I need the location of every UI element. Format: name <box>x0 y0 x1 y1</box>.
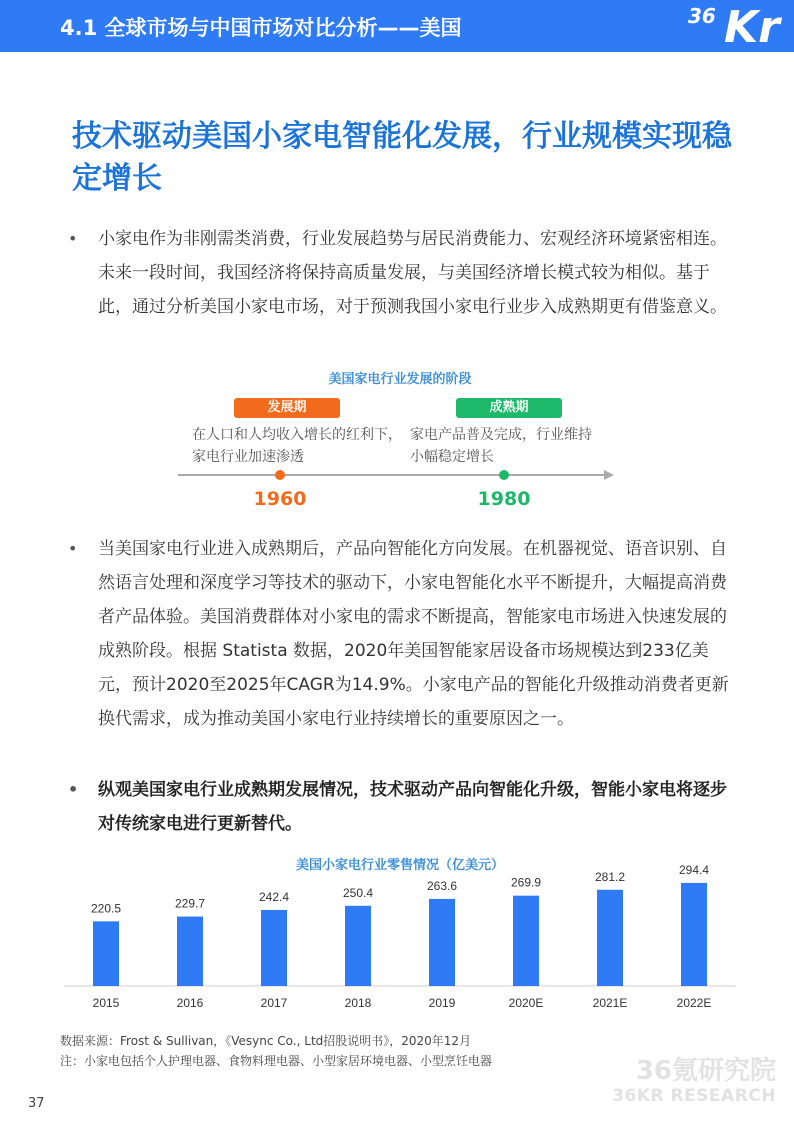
value-label-2018: 250.4 <box>342 885 374 900</box>
stage-marker-growth <box>275 470 285 480</box>
value-label-2020E: 269.9 <box>510 875 542 890</box>
value-label-2016: 229.7 <box>174 896 206 911</box>
arrow-right-icon <box>604 470 614 480</box>
tick-label-2019: 2019 <box>428 996 456 1010</box>
bar-2019 <box>429 899 455 986</box>
bar-2020E <box>513 896 539 986</box>
watermark-cn: 36氪研究院 <box>635 1056 776 1086</box>
bar-2021E <box>597 890 623 986</box>
bullet-dot: • <box>68 539 78 558</box>
source-line: 数据来源：Frost & Sullivan，《Vesync Co., Ltd招股说明书》，2020年12月 <box>60 1034 472 1048</box>
stage-year-growth: 1960 <box>253 488 307 510</box>
page-number: 37 <box>28 1096 45 1111</box>
page-header <box>0 0 794 52</box>
paragraph-3 <box>68 773 738 841</box>
retail-bar-chart <box>60 850 740 1020</box>
stage-label-mature: 成熟期 <box>456 398 562 418</box>
stage-desc-growth: 在人口和人均收入增长的红利下，家电行业加速渗透 <box>192 427 402 465</box>
bullet-dot: • <box>68 229 78 248</box>
value-label-2022E: 294.4 <box>678 862 710 877</box>
watermark <box>612 1056 776 1106</box>
section-title: 4.1 全球市场与中国市场对比分析——美国 <box>60 16 462 40</box>
tick-label-2015: 2015 <box>92 996 120 1010</box>
bar-2016 <box>177 917 203 986</box>
stage-year-mature: 1980 <box>477 488 531 510</box>
stage-marker-mature <box>499 470 509 480</box>
value-label-2015: 220.5 <box>90 901 122 916</box>
tick-label-2017: 2017 <box>260 996 288 1010</box>
value-label-2021E: 281.2 <box>594 869 626 884</box>
bar-2017 <box>261 910 287 986</box>
tick-label-2018: 2018 <box>344 996 372 1010</box>
value-label-2017: 242.4 <box>258 889 290 904</box>
36kr-logo <box>684 0 794 52</box>
paragraph-1 <box>68 222 738 324</box>
tick-label-2016: 2016 <box>176 996 204 1010</box>
paragraph-2 <box>68 532 738 736</box>
bar-2022E <box>681 883 707 986</box>
paragraph-text: 纵观美国家电行业成熟期发展情况，技术驱动产品向智能化升级，智能小家电将逐步对传统家电进行更新替代。 <box>98 780 727 834</box>
chart-canvas <box>60 850 740 1020</box>
stage-label-growth: 发展期 <box>234 398 340 418</box>
logo-number: 36 <box>688 4 716 28</box>
tick-label-2021E: 2021E <box>592 996 628 1010</box>
page-title: 技术驱动美国小家电智能化发展，行业规模实现稳定增长 <box>72 119 732 196</box>
logo-letters: Kr <box>724 2 780 53</box>
stage-desc-mature: 家电产品普及完成，行业维持小幅稳定增长 <box>410 427 592 465</box>
value-label-2019: 263.6 <box>426 878 458 893</box>
paragraph-text: 当美国家电行业进入成熟期后，产品向智能化方向发展。在机器视觉、语音识别、自然语言处理和深度学习等技术的驱动下，小家电智能化水平不断提升，大幅提高消费者产品体验。美国消费群体对小家电的需求不断提高，智能家电市场进入快速发展的成熟阶段。根据 Statista 数据，2020年美国智能家居设备市场规模达到233亿美元，预计2020至2025年CAGR为14.9%。小家电产品的智能化升级推动消费者更新换代需求，成为推动美国小家电行业持续增长的重要原因之一。 <box>98 539 729 729</box>
tick-label-2022E: 2022E <box>676 996 712 1010</box>
timeline-axis <box>178 474 606 476</box>
chart-title: 美国小家电行业零售情况（亿美元） <box>295 858 504 873</box>
tick-label-2020E: 2020E <box>508 996 544 1010</box>
timeline-title: 美国家电行业发展的阶段 <box>328 372 472 387</box>
development-stage-timeline <box>170 364 630 514</box>
source-note <box>60 1031 492 1071</box>
paragraph-text: 小家电作为非刚需类消费，行业发展趋势与居民消费能力、宏观经济环境紧密相连。未来一段时间，我国经济将保持高质量发展，与美国经济增长模式较为相似。基于此，通过分析美国小家电市场，对于预测我国小家电行业步入成熟期更有借鉴意义。 <box>98 229 727 317</box>
note-line: 注：小家电包括个人护理电器、食物料理电器、小型家居环境电器、小型烹饪电器 <box>60 1054 493 1068</box>
watermark-en: 36KR RESEARCH <box>612 1086 776 1106</box>
bar-2018 <box>345 906 371 986</box>
bullet-dot: • <box>68 780 79 799</box>
bar-2015 <box>93 921 119 986</box>
